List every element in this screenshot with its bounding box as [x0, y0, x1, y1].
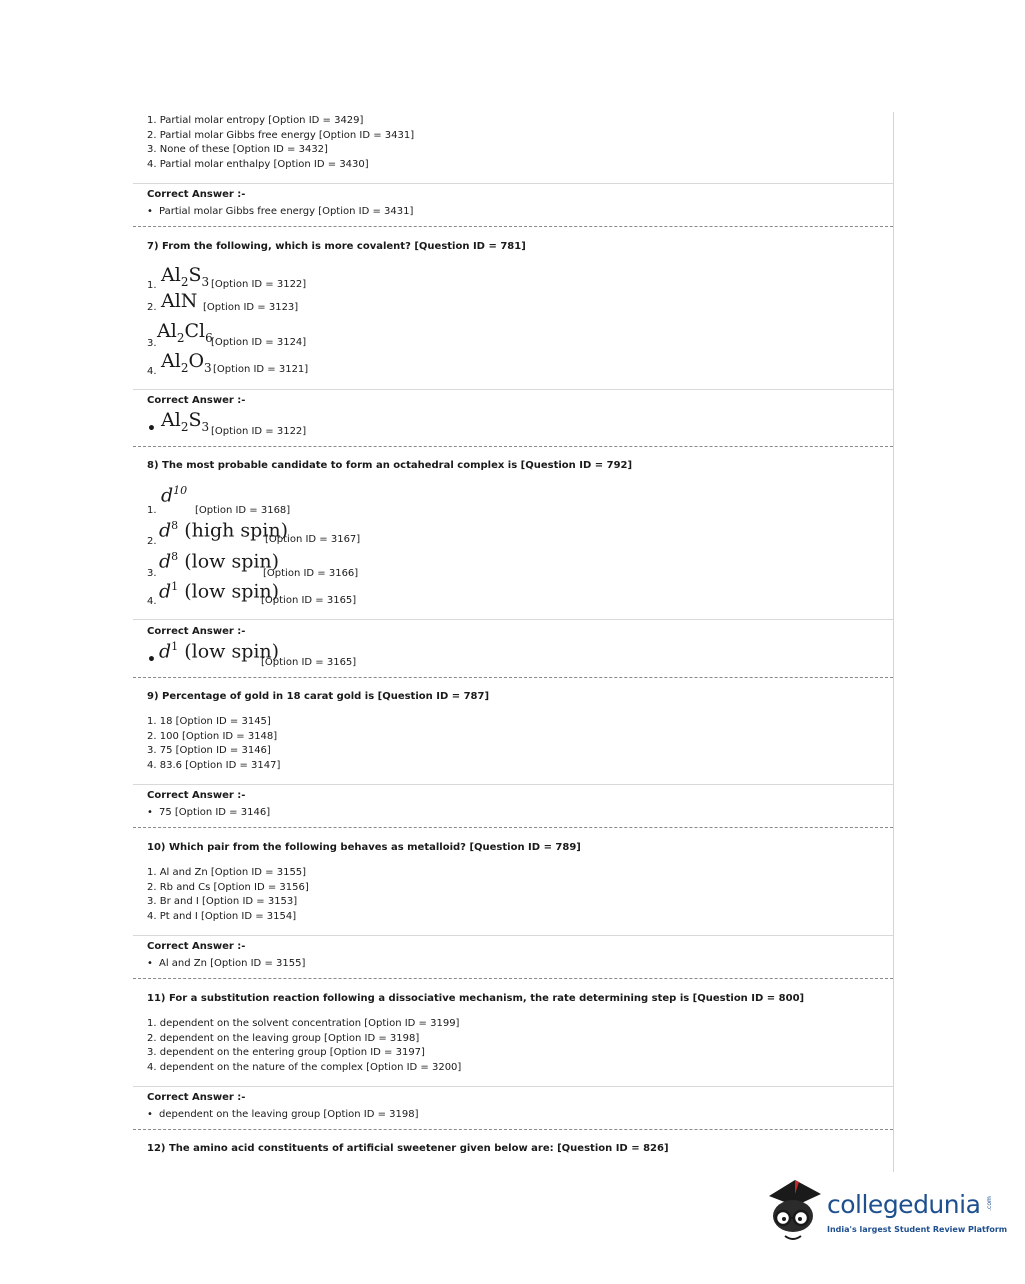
brand-suffix: .com [985, 1196, 993, 1211]
question-title: 12) The amino acid constituents of artificial sweetener given below are: [Question ID = 826] [147, 1143, 669, 1154]
option: 4. Partial molar enthalpy [Option ID = 3430] [147, 158, 369, 170]
option: 2. Partial molar Gibbs free energy [Option ID = 3431] [147, 129, 415, 141]
question-divider [133, 1129, 893, 1130]
question-divider [133, 978, 893, 979]
brand-tagline: India's largest Student Review Platform [827, 1225, 1008, 1234]
q11-options [147, 1017, 461, 1075]
correct-answer-label: Correct Answer :- [147, 189, 246, 200]
correct-answer: • $Al_2S_3$ [Option ID = 3122] [147, 409, 307, 437]
q6-options [147, 114, 414, 172]
question-sheet [133, 112, 894, 1172]
brand-name: collegedunia [827, 1190, 981, 1219]
formula-aln: AlN [161, 290, 198, 312]
option-row: 1. $d^{10}$ [Option ID = 3168] [147, 484, 291, 516]
formula-d10: $d^{10}$ [161, 484, 188, 507]
collegedunia-logo[interactable] [765, 1176, 1008, 1246]
formula-al2s3: $Al_2S_3$ [161, 264, 210, 289]
option: 1. 18 [Option ID = 3145] [147, 716, 271, 727]
mascot-icon [765, 1176, 825, 1246]
divider [133, 619, 893, 620]
option: 3. 75 [Option ID = 3146] [147, 745, 271, 757]
option-row: 2. AlN [Option ID = 3123] [147, 290, 299, 313]
bullet-icon: • [147, 652, 156, 668]
option: 3. dependent on the entering group [Option ID = 3197] [147, 1047, 425, 1059]
option: 4. dependent on the nature of the complex [Option ID = 3200] [147, 1061, 462, 1073]
correct-answer-label: Correct Answer :- [147, 626, 246, 637]
question-title: 7) From the following, which is more covalent? [Question ID = 781] [147, 241, 526, 252]
q10-options [147, 866, 309, 924]
option: 4. Pt and I [Option ID = 3154] [147, 910, 297, 922]
question-title: 10) Which pair from the following behaves as metalloid? [Question ID = 789] [147, 842, 581, 853]
option: 1. dependent on the solvent concentration [Option ID = 3199] [147, 1018, 460, 1029]
correct-answer-label: Correct Answer :- [147, 941, 246, 952]
option-row: 3. $Al_2Cl_6$ [Option ID = 3124] [147, 320, 307, 349]
divider [133, 1086, 893, 1087]
correct-answer: • Partial molar Gibbs free energy [Option ID = 3431] [147, 206, 414, 217]
correct-answer: • $d^1$ (low spin) [Option ID = 3165] [147, 640, 357, 668]
correct-answer: • 75 [Option ID = 3146] [147, 807, 271, 818]
divider [133, 389, 893, 390]
correct-answer: • dependent on the leaving group [Option ID = 3198] [147, 1109, 419, 1120]
formula-d1-low: $d^1$ (low spin) [159, 580, 280, 603]
bullet-icon: • [147, 958, 153, 969]
correct-answer-label: Correct Answer :- [147, 790, 246, 801]
divider [133, 935, 893, 936]
correct-answer-label: Correct Answer :- [147, 395, 246, 406]
option-row: 3. $d^8$ (low spin) [Option ID = 3166] [147, 550, 359, 579]
divider [133, 183, 893, 184]
formula-al2cl6: $Al_2Cl_6$ [157, 320, 213, 345]
correct-answer: • Al and Zn [Option ID = 3155] [147, 958, 306, 969]
option-row: 2. $d^8$ (high spin) [Option ID = 3167] [147, 519, 361, 547]
option: 3. Br and I [Option ID = 3153] [147, 896, 298, 908]
option: 4. 83.6 [Option ID = 3147] [147, 759, 281, 771]
formula-al2o3: $Al_2O_3$ [161, 350, 212, 375]
bullet-icon: • [147, 421, 156, 437]
question-divider [133, 446, 893, 447]
formula-d1-low: $d^1$ (low spin) [159, 640, 280, 663]
formula-al2s3: $Al_2S_3$ [161, 409, 210, 434]
option: 1. Al and Zn [Option ID = 3155] [147, 867, 307, 878]
bullet-icon: • [147, 206, 153, 217]
option-row: 4. $Al_2O_3$ [Option ID = 3121] [147, 350, 309, 377]
option: 2. 100 [Option ID = 3148] [147, 730, 278, 742]
formula-d8-low: $d^8$ (low spin) [159, 550, 280, 573]
option-row: 4. $d^1$ (low spin) [Option ID = 3165] [147, 580, 357, 607]
divider [133, 784, 893, 785]
option: 2. dependent on the leaving group [Option ID = 3198] [147, 1032, 420, 1044]
question-title: 11) For a substitution reaction following a dissociative mechanism, the rate determining step is [Question ID = 800] [147, 993, 805, 1004]
option: 3. None of these [Option ID = 3432] [147, 144, 328, 156]
question-divider [133, 226, 893, 227]
question-title: 9) Percentage of gold in 18 carat gold is [Question ID = 787] [147, 691, 490, 702]
question-divider [133, 677, 893, 678]
option: 1. Partial molar entropy [Option ID = 3429] [147, 115, 364, 126]
question-title: 8) The most probable candidate to form an octahedral complex is [Question ID = 792] [147, 460, 633, 471]
q9-options [147, 715, 280, 773]
bullet-icon: • [147, 1109, 153, 1120]
option-row: 1. $Al_2S_3$ [Option ID = 3122] [147, 264, 307, 291]
option: 2. Rb and Cs [Option ID = 3156] [147, 881, 309, 893]
bullet-icon: • [147, 807, 153, 818]
question-divider [133, 827, 893, 828]
correct-answer-label: Correct Answer :- [147, 1092, 246, 1103]
formula-d8-high: $d^8$ (high spin) [159, 519, 289, 542]
